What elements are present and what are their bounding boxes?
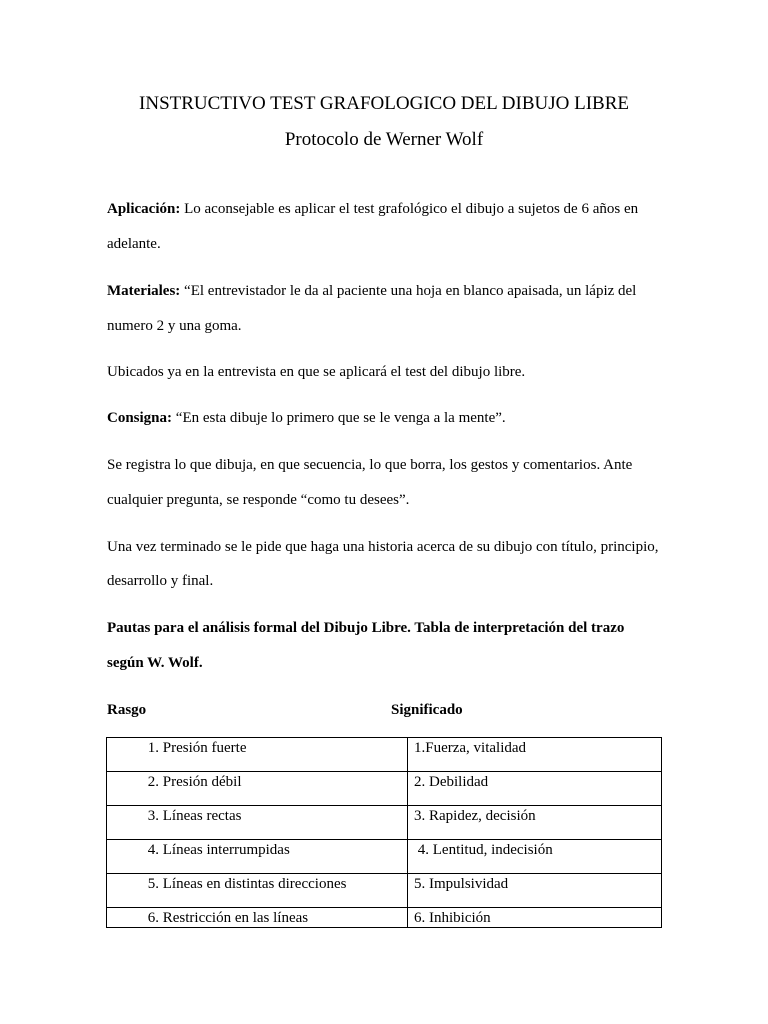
significado-text: 2. Debilidad <box>414 774 489 790</box>
column-header-significado: Significado <box>391 702 463 718</box>
aplicacion-text: Lo aconsejable es aplicar el test grafológico el dibujo a sujetos de 6 años en <box>180 201 639 217</box>
interpretation-table <box>106 737 662 928</box>
consigna-paragraph <box>107 409 667 427</box>
significado-cell <box>408 908 662 928</box>
table-row <box>107 840 662 874</box>
registro-continuation: cualquier pregunta, se responde “como tu desees”. <box>107 492 410 508</box>
significado-text: 3. Rapidez, decisión <box>414 808 536 824</box>
rasgo-text: Líneas interrumpidas <box>162 842 290 858</box>
rasgo-cell <box>107 840 408 874</box>
ubicados-paragraph: Ubicados ya en la entrevista en que se aplicará el test del dibujo libre. <box>107 364 526 380</box>
table-row <box>107 738 662 772</box>
row-number: 2. <box>147 774 159 790</box>
table-row <box>107 806 662 840</box>
row-number: 3. <box>147 808 159 824</box>
significado-cell <box>408 738 662 772</box>
aplicacion-continuation: adelante. <box>107 236 161 252</box>
materiales-label: Materiales: <box>107 283 181 299</box>
historia-paragraph: Una vez terminado se le pide que haga una historia acerca de su dibujo con título, principio, <box>107 539 659 555</box>
consigna-text: “En esta dibuje lo primero que se le venga a la mente”. <box>172 410 506 426</box>
row-number: 5. <box>147 876 159 892</box>
significado-cell <box>408 874 662 908</box>
rasgo-text: Líneas en distintas direcciones <box>162 876 347 892</box>
materiales-text: “El entrevistador le da al paciente una hoja en blanco apaisada, un lápiz del <box>180 283 637 299</box>
table-row <box>107 908 662 928</box>
rasgo-text: Presión fuerte <box>162 740 247 756</box>
aplicacion-label: Aplicación: <box>107 201 181 217</box>
significado-text: 5. Impulsividad <box>414 876 509 892</box>
aplicacion-paragraph <box>107 200 667 218</box>
table-row <box>107 772 662 806</box>
historia-continuation: desarrollo y final. <box>107 573 214 589</box>
document-subtitle: Protocolo de Werner Wolf <box>284 129 484 150</box>
materiales-continuation: numero 2 y una goma. <box>107 318 242 334</box>
rasgo-cell <box>107 772 408 806</box>
materiales-paragraph <box>107 282 667 300</box>
consigna-label: Consigna: <box>107 410 173 426</box>
rasgo-cell <box>107 908 408 928</box>
significado-text: 4. Lentitud, indecisión <box>414 842 553 858</box>
rasgo-cell <box>107 738 408 772</box>
registro-paragraph: Se registra lo que dibuja, en que secuencia, lo que borra, los gestos y comentarios. Ante <box>107 457 633 473</box>
rasgo-cell <box>107 874 408 908</box>
pautas-heading-continuation: según W. Wolf. <box>107 655 203 671</box>
significado-text: 6. Inhibición <box>414 910 491 926</box>
rasgo-cell <box>107 806 408 840</box>
pautas-heading: Pautas para el análisis formal del Dibujo Libre. Tabla de interpretación del trazo <box>107 620 625 636</box>
row-number: 4. <box>147 842 159 858</box>
column-header-rasgo: Rasgo <box>107 702 147 718</box>
row-number: 1. <box>147 740 159 756</box>
rasgo-text: Restricción en las líneas <box>162 910 309 926</box>
significado-cell <box>408 806 662 840</box>
significado-cell <box>408 772 662 806</box>
rasgo-text: Presión débil <box>162 774 242 790</box>
significado-text: 1.Fuerza, vitalidad <box>414 740 527 756</box>
rasgo-text: Líneas rectas <box>162 808 242 824</box>
document-title: INSTRUCTIVO TEST GRAFOLOGICO DEL DIBUJO LIBRE <box>139 93 629 114</box>
row-number: 6. <box>147 910 159 926</box>
significado-cell <box>408 840 662 874</box>
table-row <box>107 874 662 908</box>
